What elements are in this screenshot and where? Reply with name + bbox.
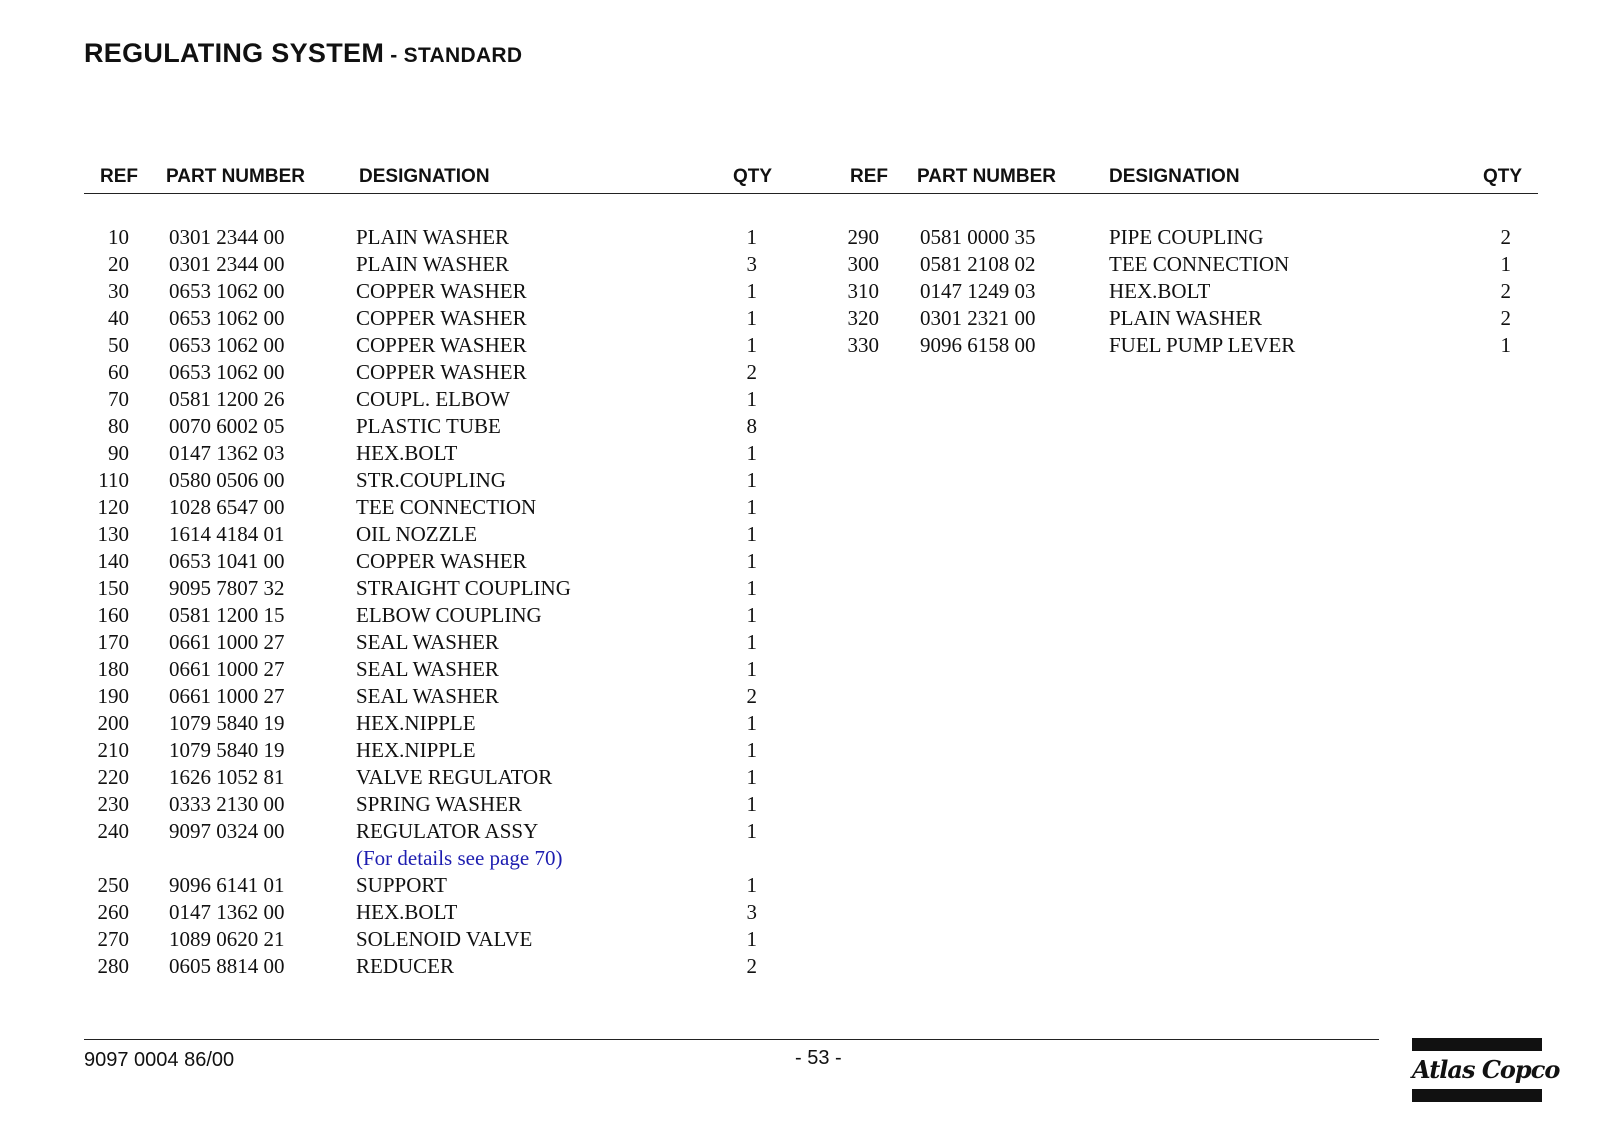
qty-cell: 2: [1500, 279, 1511, 303]
designation-cell: COPPER WASHER: [356, 333, 527, 357]
designation-cell: HEX.BOLT: [1109, 279, 1211, 303]
table-row: [0, 278, 1560, 305]
ref-cell: 70: [108, 387, 129, 411]
ref-cell: 150: [97, 576, 129, 600]
qty-cell: 1: [746, 765, 757, 789]
part-number-cell: 0333 2130 00: [169, 792, 285, 816]
part-number-cell: 9096 6158 00: [920, 333, 1036, 357]
table-row: [0, 224, 1560, 251]
part-number-cell: 0147 1249 03: [920, 279, 1036, 303]
table-row: [0, 710, 800, 737]
table-row: [0, 359, 800, 386]
qty-cell: 1: [746, 819, 757, 843]
part-number-cell: 1079 5840 19: [169, 711, 285, 735]
logo-bar-top: [1412, 1038, 1542, 1051]
left-header-rule: [84, 193, 842, 194]
part-number-cell: 0653 1062 00: [169, 333, 285, 357]
ref-cell: 220: [97, 765, 129, 789]
qty-cell: 1: [746, 279, 757, 303]
qty-cell: 1: [1500, 252, 1511, 276]
ref-cell: 190: [97, 684, 129, 708]
designation-cell: COUPL. ELBOW: [356, 387, 510, 411]
qty-cell: 2: [746, 684, 757, 708]
ref-cell: 300: [847, 252, 879, 276]
left-header-ref: REF: [100, 166, 138, 187]
designation-cell: PLASTIC TUBE: [356, 414, 501, 438]
qty-cell: 1: [746, 549, 757, 573]
ref-cell: 140: [97, 549, 129, 573]
designation-cell: PLAIN WASHER: [1109, 306, 1263, 330]
qty-cell: 1: [746, 603, 757, 627]
ref-cell: 330: [847, 333, 879, 357]
ref-cell: 120: [97, 495, 129, 519]
part-number-cell: 0653 1041 00: [169, 549, 285, 573]
table-row: [0, 305, 1560, 332]
table-row: [0, 953, 800, 980]
table-row: [0, 440, 800, 467]
ref-cell: 20: [108, 252, 129, 276]
part-number-cell: 1614 4184 01: [169, 522, 285, 546]
qty-cell: 1: [746, 792, 757, 816]
table-row: [0, 656, 800, 683]
part-number-cell: 0661 1000 27: [169, 684, 285, 708]
designation-cell: (For details see page 70): [356, 846, 563, 870]
ref-cell: 180: [97, 657, 129, 681]
ref-cell: 270: [97, 927, 129, 951]
designation-cell: HEX.BOLT: [356, 900, 458, 924]
qty-cell: 1: [746, 927, 757, 951]
designation-cell: SEAL WASHER: [356, 684, 499, 708]
qty-cell: 1: [746, 225, 757, 249]
qty-cell: 1: [746, 657, 757, 681]
qty-cell: 3: [746, 252, 757, 276]
page-number: - 53 -: [795, 1047, 842, 1069]
designation-cell: HEX.NIPPLE: [356, 711, 476, 735]
page-title: [84, 38, 522, 69]
designation-cell: REDUCER: [356, 954, 455, 978]
designation-cell: PLAIN WASHER: [356, 225, 510, 249]
designation-cell: FUEL PUMP LEVER: [1109, 333, 1296, 357]
qty-cell: 1: [746, 738, 757, 762]
qty-cell: 1: [746, 711, 757, 735]
table-row: [0, 521, 800, 548]
right-header-ref: REF: [850, 166, 888, 187]
table-row: [0, 899, 800, 926]
part-number-cell: 0147 1362 00: [169, 900, 285, 924]
part-number-cell: 1626 1052 81: [169, 765, 285, 789]
designation-cell: PLAIN WASHER: [356, 252, 510, 276]
qty-cell: 1: [746, 468, 757, 492]
table-row: [0, 575, 800, 602]
part-number-cell: 0661 1000 27: [169, 630, 285, 654]
designation-cell: PIPE COUPLING: [1109, 225, 1264, 249]
qty-cell: 3: [746, 900, 757, 924]
part-number-cell: 9097 0324 00: [169, 819, 285, 843]
designation-cell: REGULATOR ASSY: [356, 819, 539, 843]
qty-cell: 1: [746, 873, 757, 897]
designation-cell: SOLENOID VALVE: [356, 927, 533, 951]
ref-cell: 60: [108, 360, 129, 384]
part-number-cell: 9095 7807 32: [169, 576, 285, 600]
designation-cell: VALVE REGULATOR: [356, 765, 553, 789]
qty-cell: 1: [1500, 333, 1511, 357]
table-row: [0, 764, 800, 791]
qty-cell: 1: [746, 522, 757, 546]
ref-cell: 310: [847, 279, 879, 303]
part-number-cell: 0581 2108 02: [920, 252, 1036, 276]
table-row: [0, 602, 800, 629]
left-header-qty: QTY: [733, 166, 773, 187]
part-number-cell: 0653 1062 00: [169, 360, 285, 384]
part-number-cell: 0581 1200 15: [169, 603, 285, 627]
table-row: [0, 332, 1560, 359]
title-main: REGULATING SYSTEM: [84, 38, 385, 68]
ref-cell: 10: [108, 225, 129, 249]
qty-cell: 2: [1500, 306, 1511, 330]
designation-cell: ELBOW COUPLING: [356, 603, 542, 627]
designation-cell: COPPER WASHER: [356, 279, 527, 303]
part-number-cell: 9096 6141 01: [169, 873, 285, 897]
document-number: 9097 0004 86/00: [84, 1049, 235, 1071]
qty-cell: 2: [746, 360, 757, 384]
designation-cell: HEX.NIPPLE: [356, 738, 476, 762]
ref-cell: 170: [97, 630, 129, 654]
right-header-rule: [842, 193, 1538, 194]
table-row: [0, 467, 800, 494]
table-row: [0, 683, 800, 710]
ref-cell: 230: [97, 792, 129, 816]
ref-cell: 240: [97, 819, 129, 843]
table-row: [0, 548, 800, 575]
table-row: [0, 251, 1560, 278]
table-row: [0, 926, 800, 953]
logo-bar-bottom: [1412, 1089, 1542, 1102]
qty-cell: 1: [746, 306, 757, 330]
part-number-cell: 0301 2344 00: [169, 225, 285, 249]
table-note-row: [0, 845, 800, 872]
designation-cell: STR.COUPLING: [356, 468, 506, 492]
table-row: [0, 494, 800, 521]
ref-cell: 40: [108, 306, 129, 330]
title-subtitle: - STANDARD: [384, 44, 523, 67]
designation-cell: COPPER WASHER: [356, 549, 527, 573]
ref-cell: 80: [108, 414, 129, 438]
qty-cell: 1: [746, 495, 757, 519]
designation-cell: HEX.BOLT: [356, 441, 458, 465]
part-number-cell: 1028 6547 00: [169, 495, 285, 519]
designation-cell: COPPER WASHER: [356, 306, 527, 330]
qty-cell: 2: [746, 954, 757, 978]
table-row: [0, 737, 800, 764]
ref-cell: 290: [847, 225, 879, 249]
designation-cell: COPPER WASHER: [356, 360, 527, 384]
right-parts-table: [0, 224, 1560, 359]
part-number-cell: 0301 2344 00: [169, 252, 285, 276]
part-number-cell: 0070 6002 05: [169, 414, 285, 438]
table-row: [0, 386, 800, 413]
ref-cell: 90: [108, 441, 129, 465]
ref-cell: 50: [108, 333, 129, 357]
part-number-cell: 0653 1062 00: [169, 306, 285, 330]
ref-cell: 320: [847, 306, 879, 330]
qty-cell: 1: [746, 333, 757, 357]
designation-cell: SUPPORT: [356, 873, 447, 897]
designation-cell: SEAL WASHER: [356, 630, 499, 654]
qty-cell: 2: [1500, 225, 1511, 249]
left-header-part-number: PART NUMBER: [166, 166, 305, 187]
designation-cell: SPRING WASHER: [356, 792, 522, 816]
ref-cell: 260: [97, 900, 129, 924]
designation-cell: STRAIGHT COUPLING: [356, 576, 571, 600]
table-row: [0, 629, 800, 656]
part-number-cell: 0580 0506 00: [169, 468, 285, 492]
table-row: [0, 791, 800, 818]
ref-cell: 210: [97, 738, 129, 762]
part-number-cell: 0581 1200 26: [169, 387, 285, 411]
ref-cell: 30: [108, 279, 129, 303]
qty-cell: 1: [746, 441, 757, 465]
ref-cell: 110: [98, 468, 129, 492]
designation-cell: TEE CONNECTION: [1109, 252, 1290, 276]
qty-cell: 1: [746, 630, 757, 654]
qty-cell: 8: [746, 414, 757, 438]
qty-cell: 1: [746, 576, 757, 600]
part-number-cell: 0581 0000 35: [920, 225, 1036, 249]
part-number-cell: 0605 8814 00: [169, 954, 285, 978]
left-header-designation: DESIGNATION: [359, 166, 490, 187]
table-row: [0, 818, 800, 845]
table-row: [0, 872, 800, 899]
ref-cell: 160: [97, 603, 129, 627]
atlas-copco-logo: [1412, 1038, 1560, 1102]
ref-cell: 280: [97, 954, 129, 978]
part-number-cell: 0661 1000 27: [169, 657, 285, 681]
table-row: [0, 413, 800, 440]
qty-cell: 1: [746, 387, 757, 411]
ref-cell: 250: [97, 873, 129, 897]
right-header-qty: QTY: [1483, 166, 1523, 187]
designation-cell: OIL NOZZLE: [356, 522, 478, 546]
ref-cell: 200: [97, 711, 129, 735]
part-number-cell: 0147 1362 03: [169, 441, 285, 465]
designation-cell: SEAL WASHER: [356, 657, 499, 681]
logo-wordmark: Atlas Copco: [1412, 1055, 1560, 1084]
designation-cell: TEE CONNECTION: [356, 495, 537, 519]
footer-rule: [84, 1039, 1379, 1040]
ref-cell: 130: [97, 522, 129, 546]
right-header-designation: DESIGNATION: [1109, 166, 1240, 187]
right-header-part-number: PART NUMBER: [917, 166, 1056, 187]
part-number-cell: 0653 1062 00: [169, 279, 285, 303]
part-number-cell: 1089 0620 21: [169, 927, 285, 951]
part-number-cell: 1079 5840 19: [169, 738, 285, 762]
part-number-cell: 0301 2321 00: [920, 306, 1036, 330]
